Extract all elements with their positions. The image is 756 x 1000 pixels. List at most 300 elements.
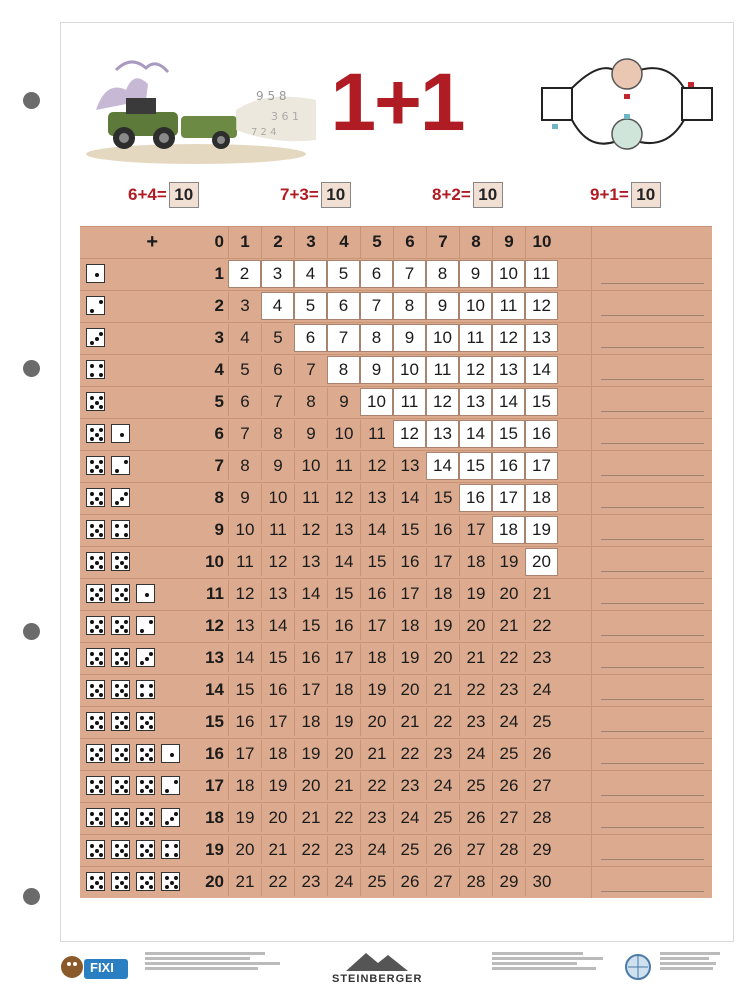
table-cell: 14 <box>294 580 327 608</box>
writing-line <box>601 699 704 700</box>
dice-icon <box>86 424 105 443</box>
writing-line <box>601 443 704 444</box>
table-cell: 8 <box>360 324 393 352</box>
dice-icon <box>111 744 130 763</box>
table-cell: 29 <box>492 868 525 896</box>
table-cell: 25 <box>393 836 426 864</box>
table-cell: 27 <box>492 804 525 832</box>
table-cell: 14 <box>261 612 294 640</box>
row-label: 2 <box>214 296 224 315</box>
table-cell: 18 <box>492 516 525 544</box>
table-cell: 18 <box>327 676 360 704</box>
table-cell: 23 <box>393 772 426 800</box>
dice-icon <box>86 808 105 827</box>
table-cell: 7 <box>360 292 393 320</box>
table-cell: 21 <box>360 740 393 768</box>
dice-icon <box>86 296 105 315</box>
table-cell: 21 <box>327 772 360 800</box>
table-cell: 18 <box>525 484 558 512</box>
column-header: 4 <box>327 226 360 258</box>
table-cell: 7 <box>393 260 426 288</box>
table-cell: 21 <box>393 708 426 736</box>
dice-icon <box>86 392 105 411</box>
writing-line <box>601 763 704 764</box>
table-cell: 27 <box>525 772 558 800</box>
table-cell: 21 <box>525 580 558 608</box>
table-cell: 14 <box>459 420 492 448</box>
writing-line <box>601 571 704 572</box>
table-cell: 12 <box>360 452 393 480</box>
table-cell: 9 <box>294 420 327 448</box>
equation <box>280 181 351 209</box>
dice-icon <box>111 456 130 475</box>
table-cell: 21 <box>261 836 294 864</box>
dice-icon <box>136 808 155 827</box>
dice-icon <box>86 520 105 539</box>
table-cell: 18 <box>261 740 294 768</box>
table-cell: 9 <box>360 356 393 384</box>
table-cell: 4 <box>228 324 261 352</box>
table-cell: 13 <box>228 612 261 640</box>
writing-line <box>601 603 704 604</box>
table-cell: 12 <box>294 516 327 544</box>
table-cell: 9 <box>228 484 261 512</box>
equation-expression: 8+2= <box>432 185 471 204</box>
table-cell: 17 <box>492 484 525 512</box>
table-cell: 24 <box>459 740 492 768</box>
table-cell: 10 <box>492 260 525 288</box>
table-cell: 24 <box>393 804 426 832</box>
table-cell: 15 <box>360 548 393 576</box>
column-header: 9 <box>492 226 525 258</box>
equation-expression: 9+1= <box>590 185 629 204</box>
table-cell: 15 <box>426 484 459 512</box>
writing-line <box>601 795 704 796</box>
dice-icon <box>136 776 155 795</box>
table-cell: 18 <box>459 548 492 576</box>
dice-icon <box>111 776 130 795</box>
row-label: 10 <box>205 552 224 571</box>
table-cell: 11 <box>492 292 525 320</box>
table-cell: 20 <box>228 836 261 864</box>
dice-icon <box>86 552 105 571</box>
car-illustration <box>86 50 316 168</box>
row-label: 19 <box>205 840 224 859</box>
table-cell: 3 <box>228 292 261 320</box>
table-cell: 21 <box>459 644 492 672</box>
table-cell: 20 <box>492 580 525 608</box>
equation <box>432 181 503 209</box>
row-label: 18 <box>205 808 224 827</box>
table-cell: 23 <box>459 708 492 736</box>
writing-line <box>601 635 704 636</box>
dice-icon <box>111 840 130 859</box>
row-label: 5 <box>214 392 224 411</box>
row-label: 1 <box>214 264 224 283</box>
table-cell: 17 <box>393 580 426 608</box>
table-cell: 22 <box>459 676 492 704</box>
table-cell: 15 <box>261 644 294 672</box>
table-cell: 15 <box>459 452 492 480</box>
table-cell: 22 <box>492 644 525 672</box>
table-cell: 14 <box>360 516 393 544</box>
dice-icon <box>86 648 105 667</box>
table-cell: 25 <box>459 772 492 800</box>
dice-icon <box>111 552 130 571</box>
table-cell: 6 <box>261 356 294 384</box>
table-cell: 12 <box>327 484 360 512</box>
table-cell: 25 <box>426 804 459 832</box>
row-label: 20 <box>205 872 224 891</box>
table-cell: 13 <box>459 388 492 416</box>
table-cell: 19 <box>426 612 459 640</box>
notes-divider <box>591 226 592 898</box>
table-cell: 13 <box>492 356 525 384</box>
svg-text:3 6 1: 3 6 1 <box>271 110 299 123</box>
footer <box>60 945 732 990</box>
equation-expression: 6+4= <box>128 185 167 204</box>
table-cell: 26 <box>393 868 426 896</box>
column-header: 2 <box>261 226 294 258</box>
column-header: 7 <box>426 226 459 258</box>
table-cell: 5 <box>294 292 327 320</box>
table-cell: 20 <box>327 740 360 768</box>
row-label: 16 <box>205 744 224 763</box>
table-cell: 8 <box>393 292 426 320</box>
answer-box: 10 <box>169 182 199 208</box>
dice-icon <box>111 616 130 635</box>
table-cell: 10 <box>294 452 327 480</box>
table-cell: 19 <box>360 676 393 704</box>
dice-icon <box>111 488 130 507</box>
writing-line <box>601 315 704 316</box>
table-cell: 25 <box>492 740 525 768</box>
table-cell: 6 <box>294 324 327 352</box>
table-cell: 13 <box>294 548 327 576</box>
table-cell: 19 <box>525 516 558 544</box>
dice-icon <box>86 360 105 379</box>
table-cell: 22 <box>393 740 426 768</box>
table-cell: 20 <box>459 612 492 640</box>
table-cell: 28 <box>492 836 525 864</box>
table-cell: 23 <box>360 804 393 832</box>
dice-icon <box>111 648 130 667</box>
table-cell: 6 <box>327 292 360 320</box>
table-cell: 9 <box>261 452 294 480</box>
column-header: 1 <box>228 226 261 258</box>
table-cell: 13 <box>393 452 426 480</box>
table-cell: 13 <box>360 484 393 512</box>
table-cell: 10 <box>360 388 393 416</box>
table-cell: 20 <box>393 676 426 704</box>
table-cell: 29 <box>525 836 558 864</box>
table-cell: 11 <box>294 484 327 512</box>
table-cell: 22 <box>426 708 459 736</box>
table-cell: 10 <box>426 324 459 352</box>
table-cell: 16 <box>459 484 492 512</box>
table-cell: 2 <box>228 260 261 288</box>
dice-icon <box>136 680 155 699</box>
writing-line <box>601 859 704 860</box>
dice-icon <box>136 616 155 635</box>
table-cell: 24 <box>426 772 459 800</box>
table-cell: 18 <box>360 644 393 672</box>
table-cell: 16 <box>426 516 459 544</box>
writing-line <box>601 347 704 348</box>
dice-icon <box>136 584 155 603</box>
table-cell: 23 <box>492 676 525 704</box>
dice-icon <box>86 712 105 731</box>
table-cell: 30 <box>525 868 558 896</box>
table-cell: 26 <box>426 836 459 864</box>
row-label: 13 <box>205 648 224 667</box>
globe-logo <box>624 953 652 981</box>
table-cell: 15 <box>492 420 525 448</box>
dice-icon <box>136 840 155 859</box>
column-header: 8 <box>459 226 492 258</box>
table-cell: 12 <box>426 388 459 416</box>
table-cell: 12 <box>525 292 558 320</box>
table-cell: 5 <box>327 260 360 288</box>
table-cell: 11 <box>327 452 360 480</box>
table-cell: 21 <box>294 804 327 832</box>
row-label: 11 <box>206 584 224 603</box>
answer-box: 10 <box>473 182 503 208</box>
equation <box>590 181 661 209</box>
writing-line <box>601 667 704 668</box>
table-cell: 9 <box>393 324 426 352</box>
table-cell: 17 <box>525 452 558 480</box>
table-cell: 26 <box>492 772 525 800</box>
table-cell: 7 <box>261 388 294 416</box>
dice-icon <box>111 680 130 699</box>
table-cell: 17 <box>360 612 393 640</box>
table-cell: 8 <box>327 356 360 384</box>
table-cell: 22 <box>261 868 294 896</box>
dice-icon <box>86 264 105 283</box>
dice-icon <box>136 872 155 891</box>
table-cell: 18 <box>393 612 426 640</box>
table-cell: 19 <box>492 548 525 576</box>
table-cell: 10 <box>228 516 261 544</box>
row-label: 3 <box>214 328 224 347</box>
table-cell: 10 <box>327 420 360 448</box>
table-cell: 16 <box>525 420 558 448</box>
table-cell: 23 <box>525 644 558 672</box>
table-cell: 18 <box>426 580 459 608</box>
table-cell: 23 <box>426 740 459 768</box>
table-cell: 8 <box>294 388 327 416</box>
equation-expression: 7+3= <box>280 185 319 204</box>
table-cell: 17 <box>261 708 294 736</box>
table-cell: 14 <box>525 356 558 384</box>
table-cell: 8 <box>261 420 294 448</box>
table-cell: 27 <box>426 868 459 896</box>
table-cell: 23 <box>294 868 327 896</box>
table-cell: 4 <box>294 260 327 288</box>
table-cell: 20 <box>426 644 459 672</box>
table-cell: 11 <box>426 356 459 384</box>
operator-label: + <box>146 230 158 253</box>
table-cell: 24 <box>492 708 525 736</box>
table-cell: 24 <box>327 868 360 896</box>
table-cell: 20 <box>360 708 393 736</box>
writing-line <box>601 411 704 412</box>
cycle-diagram <box>538 58 714 154</box>
table-cell: 20 <box>261 804 294 832</box>
row-label: 17 <box>205 776 224 795</box>
page-title: 1+1 <box>330 57 464 148</box>
table-cell: 27 <box>459 836 492 864</box>
answer-box: 10 <box>321 182 351 208</box>
punch-hole <box>23 92 40 109</box>
dice-icon <box>111 520 130 539</box>
table-cell: 8 <box>228 452 261 480</box>
table-cell: 11 <box>261 516 294 544</box>
answer-box: 10 <box>631 182 661 208</box>
table-cell: 24 <box>525 676 558 704</box>
table-cell: 7 <box>327 324 360 352</box>
svg-text:9 5 8: 9 5 8 <box>256 89 287 103</box>
table-cell: 7 <box>294 356 327 384</box>
dice-icon <box>86 872 105 891</box>
table-cell: 3 <box>261 260 294 288</box>
table-cell: 6 <box>360 260 393 288</box>
table-cell: 24 <box>360 836 393 864</box>
dice-icon <box>136 744 155 763</box>
table-cell: 11 <box>228 548 261 576</box>
table-cell: 12 <box>459 356 492 384</box>
table-cell: 12 <box>393 420 426 448</box>
dice-icon <box>111 808 130 827</box>
table-cell: 15 <box>327 580 360 608</box>
table-cell: 22 <box>294 836 327 864</box>
table-cell: 17 <box>228 740 261 768</box>
table-cell: 15 <box>228 676 261 704</box>
writing-line <box>601 731 704 732</box>
table-cell: 13 <box>327 516 360 544</box>
table-cell: 13 <box>426 420 459 448</box>
table-cell: 11 <box>360 420 393 448</box>
writing-line <box>601 475 704 476</box>
table-cell: 23 <box>327 836 360 864</box>
table-cell: 26 <box>525 740 558 768</box>
table-cell: 22 <box>360 772 393 800</box>
table-cell: 12 <box>492 324 525 352</box>
equation <box>128 181 199 209</box>
dice-icon <box>86 840 105 859</box>
table-cell: 9 <box>327 388 360 416</box>
table-cell: 17 <box>294 676 327 704</box>
table-cell: 17 <box>459 516 492 544</box>
writing-line <box>601 283 704 284</box>
table-cell: 16 <box>261 676 294 704</box>
table-cell: 14 <box>426 452 459 480</box>
dice-icon <box>86 584 105 603</box>
svg-text:7 2 4: 7 2 4 <box>251 127 277 138</box>
steinberger-logo <box>336 949 426 975</box>
table-cell: 11 <box>393 388 426 416</box>
writing-line <box>601 507 704 508</box>
table-cell: 20 <box>294 772 327 800</box>
table-cell: 10 <box>459 292 492 320</box>
table-cell: 16 <box>228 708 261 736</box>
table-cell: 25 <box>525 708 558 736</box>
column-header: 6 <box>393 226 426 258</box>
row-label: 7 <box>214 456 224 475</box>
row-label: 4 <box>214 360 224 379</box>
table-cell: 21 <box>492 612 525 640</box>
writing-line <box>601 827 704 828</box>
column-header: 10 <box>525 226 558 258</box>
table-cell: 19 <box>327 708 360 736</box>
table-cell: 8 <box>426 260 459 288</box>
addition-table <box>80 226 712 898</box>
table-cell: 19 <box>294 740 327 768</box>
table-cell: 16 <box>327 612 360 640</box>
table-cell: 14 <box>492 388 525 416</box>
table-cell: 22 <box>327 804 360 832</box>
table-cell: 22 <box>525 612 558 640</box>
row-label: 9 <box>214 520 224 539</box>
table-cell: 7 <box>228 420 261 448</box>
table-cell: 16 <box>393 548 426 576</box>
table-cell: 15 <box>525 388 558 416</box>
table-cell: 13 <box>261 580 294 608</box>
table-cell: 14 <box>228 644 261 672</box>
header-label: 0 <box>214 232 224 251</box>
table-cell: 11 <box>525 260 558 288</box>
table-cell: 16 <box>294 644 327 672</box>
table-cell: 25 <box>360 868 393 896</box>
table-cell: 12 <box>228 580 261 608</box>
table-cell: 19 <box>393 644 426 672</box>
table-cell: 10 <box>261 484 294 512</box>
row-label: 15 <box>205 712 224 731</box>
table-cell: 5 <box>228 356 261 384</box>
table-cell: 20 <box>525 548 558 576</box>
row-label: 6 <box>214 424 224 443</box>
fixi-logo-text: FIXI <box>90 960 114 975</box>
column-header: 3 <box>294 226 327 258</box>
table-cell: 4 <box>261 292 294 320</box>
dice-icon <box>86 776 105 795</box>
row-label: 8 <box>214 488 224 507</box>
table-cell: 26 <box>459 804 492 832</box>
dice-icon <box>86 488 105 507</box>
table-cell: 6 <box>228 388 261 416</box>
writing-line <box>601 539 704 540</box>
table-cell: 9 <box>426 292 459 320</box>
punch-hole <box>23 888 40 905</box>
table-cell: 18 <box>228 772 261 800</box>
dice-icon <box>86 680 105 699</box>
dice-icon <box>111 424 130 443</box>
dice-icon <box>136 712 155 731</box>
row-label: 14 <box>205 680 224 699</box>
table-cell: 14 <box>327 548 360 576</box>
steinberger-logo-text: STEINBERGER <box>332 973 423 985</box>
dice-icon <box>86 744 105 763</box>
table-cell: 21 <box>426 676 459 704</box>
table-cell: 21 <box>228 868 261 896</box>
dice-icon <box>86 456 105 475</box>
dice-icon <box>111 712 130 731</box>
column-header: 5 <box>360 226 393 258</box>
table-cell: 10 <box>393 356 426 384</box>
punch-hole <box>23 360 40 377</box>
table-cell: 16 <box>360 580 393 608</box>
